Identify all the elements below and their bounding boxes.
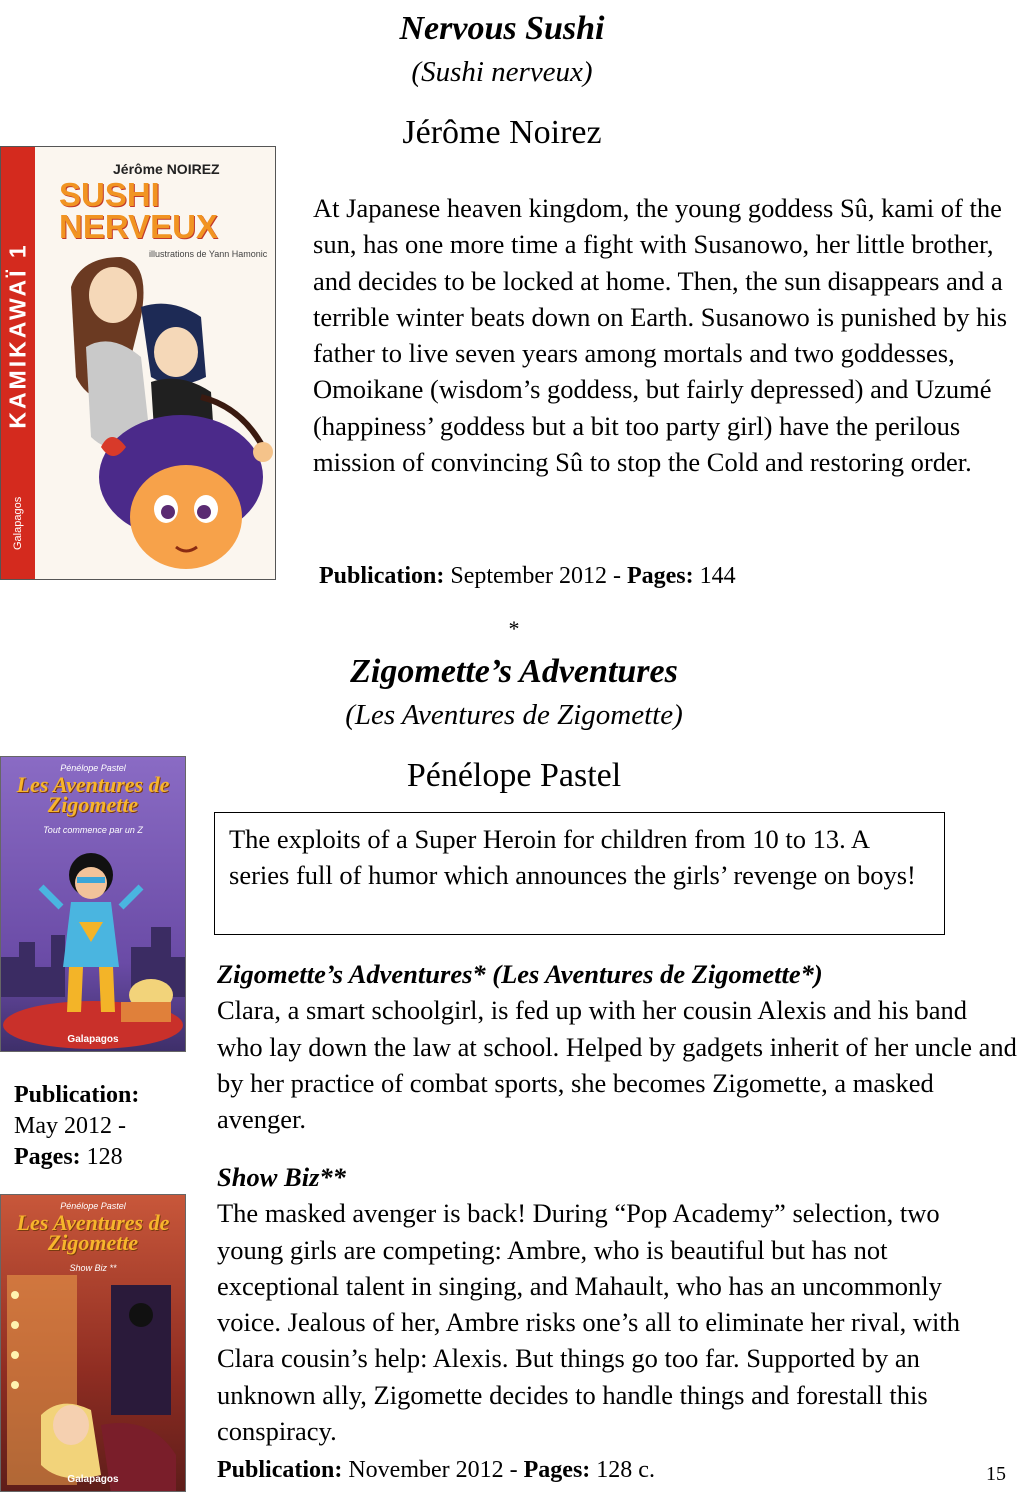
- volume1-summary: Clara, a smart schoolgirl, is fed up with her cousin Alexis and his band who lay down the law at school. Helped by gadgets inherit of her uncle and by her practice of combat sports, she becomes Zigomette, a masked avenger.: [217, 995, 1017, 1135]
- pages-count: 128: [86, 1144, 123, 1170]
- book1-title: Nervous Sushi: [399, 10, 605, 47]
- publication-label: Publication:: [14, 1082, 140, 1108]
- series-blurb: The exploits of a Super Heroin for children from 10 to 13. A series full of humor which announces the girls’ revenge on boys!: [229, 824, 916, 891]
- publisher-logo: Galapagos: [67, 1034, 119, 1045]
- publisher-logo: Galapagos: [12, 496, 24, 550]
- cover-subtitle: Tout commence par un Z: [43, 825, 143, 835]
- volume2-publication-line: [217, 1457, 937, 1484]
- volume2-summary: The masked avenger is back! During “Pop Academy” selection, two young girls are competing: Ambre, who is beautiful but has not exceptional talent in singing, and Mahault, who has an uncommonly voice. Jealous of her, Ambre risks one’s all to eliminate her rival, with Clara cousin’s help: Alexis. But things go too far. Supported by an unknown ally, Zigomette decides to handle things and forestall this conspiracy.: [217, 1198, 960, 1447]
- book2-author: Pénélope Pastel: [406, 757, 622, 794]
- cover-illustrator: illustrations de Yann Hamonic: [149, 249, 268, 259]
- series-blurb-box: [214, 812, 945, 935]
- section-divider: *: [508, 616, 520, 641]
- cover-title: SUSHI NERVEUX: [59, 176, 218, 245]
- book2-original-title: (Les Aventures de Zigomette): [345, 699, 683, 731]
- volume2-block: [217, 1159, 1012, 1449]
- cover-author: Jérôme NOIREZ: [113, 161, 220, 177]
- volume1-block: [217, 956, 1017, 1137]
- book2-title: Zigomette’s Adventures: [350, 653, 678, 690]
- cover-subtitle: Show Biz **: [69, 1263, 117, 1273]
- publication-label: Publication:: [217, 1457, 343, 1483]
- cover-title: Les Aventures de Zigomette: [16, 1210, 170, 1255]
- cover-series-label: KAMIKAWAÏ 1: [4, 242, 31, 429]
- publication-date: November 2012: [348, 1457, 504, 1483]
- cover-illustration: [1, 147, 276, 580]
- page-number: 15: [986, 1463, 1006, 1485]
- pages-label: Pages:: [523, 1457, 591, 1483]
- publication-label: Publication:: [319, 563, 445, 589]
- pages-count: 144: [699, 563, 736, 589]
- cover-author: Pénélope Pastel: [60, 1201, 126, 1211]
- book1-cover-image: [0, 146, 276, 580]
- cover-illustration: [1, 1195, 186, 1492]
- publication-date: September 2012: [450, 563, 607, 589]
- cover-author: Pénélope Pastel: [60, 763, 126, 773]
- pages-label: Pages:: [626, 563, 694, 589]
- cover-illustration: [1, 757, 186, 1052]
- book1-original-title: (Sushi nerveux): [411, 56, 593, 88]
- publication-date: May 2012 -: [14, 1113, 126, 1139]
- book2-publication-block: [14, 1080, 184, 1173]
- book1-publication-line: [319, 563, 1009, 590]
- volume1-heading: Zigomette’s Adventures* (Les Aventures de Zigomette*): [217, 959, 823, 989]
- cover-title: Les Aventures de Zigomette: [16, 772, 170, 817]
- book2-cover2-image: [0, 1194, 186, 1492]
- volume2-heading: Show Biz**: [217, 1162, 346, 1192]
- pages-label: Pages:: [14, 1144, 81, 1170]
- separator: -: [509, 1457, 518, 1483]
- book1-author: Jérôme Noirez: [402, 114, 602, 151]
- book2-cover1-image: [0, 756, 186, 1052]
- pages-count: 128 c.: [596, 1457, 655, 1483]
- separator: -: [612, 563, 621, 589]
- book1-summary: At Japanese heaven kingdom, the young goddess Sû, kami of the sun, has one more time a fight with Susanowo, her little brother, and decides to be locked at home. Then, the sun disappears and a terrible winter beats down on Earth. Susanowo is punished by his father to live seven years among mortals and two goddesses, Omoikane (wisdom’s goddess, but fairly depressed) and Uzumé (happiness’ goddess but a bit too party girl) have the perilous mission of convincing Sû to stop the Cold and restoring order.: [313, 193, 1008, 478]
- publisher-logo: Galapagos: [67, 1474, 119, 1485]
